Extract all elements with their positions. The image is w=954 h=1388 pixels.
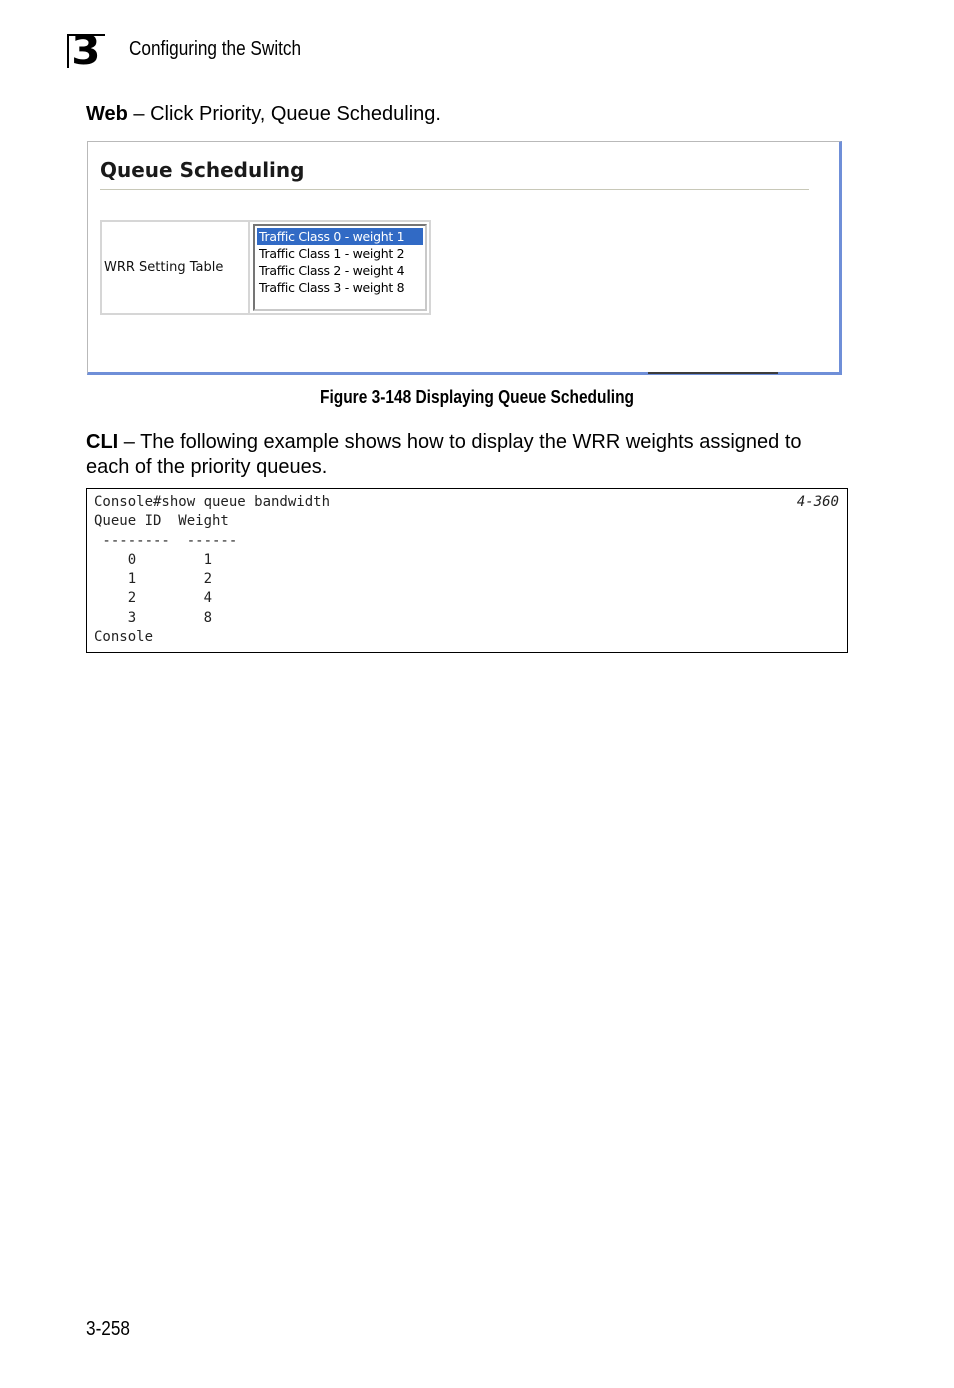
wrr-option-traffic-class-0[interactable]: Traffic Class 0 - weight 1 bbox=[257, 228, 423, 245]
web-instruction-text: – Click Priority, Queue Scheduling. bbox=[127, 103, 441, 125]
cli-label: CLI bbox=[86, 431, 119, 453]
console-line: 2 4 bbox=[94, 590, 213, 607]
console-lines bbox=[94, 493, 330, 647]
wrr-option-traffic-class-2[interactable]: Traffic Class 2 - weight 4 bbox=[259, 263, 405, 278]
figure-caption: Figure 3-148 Displaying Queue Scheduling bbox=[320, 387, 634, 407]
console-output-box bbox=[86, 488, 848, 653]
wrr-option-traffic-class-3[interactable]: Traffic Class 3 - weight 8 bbox=[259, 280, 405, 295]
title-divider bbox=[100, 189, 809, 190]
console-line: 3 8 bbox=[94, 609, 213, 626]
chapter-number: 3 bbox=[71, 28, 101, 74]
console-line: Console#show queue bandwidth bbox=[94, 494, 331, 510]
console-line: 1 2 bbox=[94, 571, 213, 588]
wrr-setting-label: WRR Setting Table bbox=[102, 222, 250, 313]
wrr-weight-listbox[interactable] bbox=[253, 224, 427, 311]
chapter-title: Configuring the Switch bbox=[129, 38, 302, 60]
cli-instruction-text: – The following example shows how to display the WRR weights assigned to each of the priority queues. bbox=[86, 431, 802, 478]
chapter-number-badge bbox=[67, 28, 105, 74]
wrr-option-traffic-class-1[interactable]: Traffic Class 1 - weight 2 bbox=[259, 246, 405, 261]
command-reference: 4-360 bbox=[796, 494, 839, 510]
cli-instruction bbox=[86, 430, 846, 480]
console-line: -------- ------ bbox=[94, 532, 238, 549]
wrr-setting-table bbox=[100, 220, 431, 315]
queue-scheduling-screenshot bbox=[87, 141, 842, 375]
page-number: 3-258 bbox=[86, 1318, 130, 1340]
queue-scheduling-title: Queue Scheduling bbox=[100, 158, 305, 182]
console-line: 0 1 bbox=[94, 551, 213, 568]
console-line: Console bbox=[94, 629, 154, 646]
screenshot-crop-artifact bbox=[648, 372, 778, 374]
console-line: Queue ID Weight bbox=[94, 513, 229, 530]
web-label: Web bbox=[86, 103, 128, 125]
web-instruction bbox=[86, 102, 441, 127]
